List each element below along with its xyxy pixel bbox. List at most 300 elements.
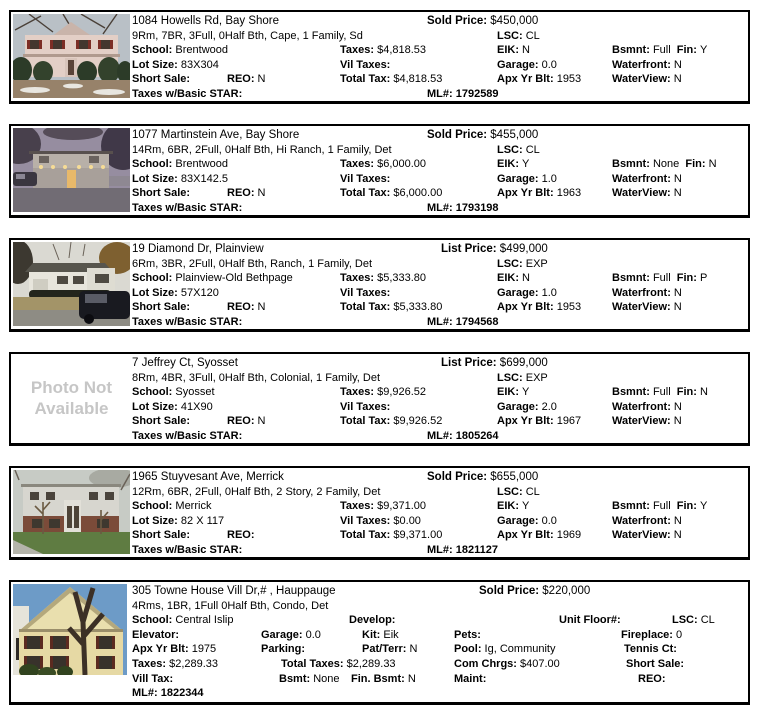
field-label: Taxes w/Basic STAR: [132,429,243,442]
field-pets [454,628,481,642]
field-label: Fin: [679,158,706,171]
field-label: REO: [227,415,255,428]
field-value: $0.00 [390,514,421,527]
listing-row [11,172,748,187]
listing-details [11,14,748,102]
field-specs [132,257,372,271]
field-bsmnt [612,157,717,171]
field-label: Lot Size: [132,172,178,185]
field-label: Taxes w/Basic STAR: [132,87,243,100]
field-label: Elevator: [132,628,180,641]
field-garage [261,628,321,642]
field-reo [227,72,266,86]
field-value: Eik [380,628,399,641]
field-value: N [670,301,682,314]
field-label: Waterfront: [612,58,671,71]
field-taxes [340,271,426,285]
field-value: 1084 Howells Rd, Bay Shore [132,15,280,27]
field-label: REO: [227,529,255,542]
field-value: 7 Jeffrey Ct, Syosset [132,357,238,369]
field-label: Taxes: [340,500,375,513]
field-vil-taxes [340,172,390,186]
field-lsc [497,29,540,43]
field-bsmnt [612,499,707,513]
field-value: N [519,272,530,285]
field-apx-yr-blt [132,642,216,656]
field-value: Y [696,500,708,513]
field-value: N [670,172,682,185]
field-value: Y [519,386,530,399]
field-label: REO: [227,187,255,200]
field-price [479,584,590,598]
field-address [132,584,336,598]
listing-details [11,470,748,558]
field-label: EIK: [497,44,519,57]
field-total-tax [340,186,442,200]
field-school [132,43,228,57]
field-label: Sold Price: [427,471,488,483]
field-label: Lot Size: [132,514,178,527]
field-specs [132,371,380,385]
field-value: N [254,415,266,428]
field-label: Apx Yr Blt: [497,529,554,542]
field-value: 0 [672,628,683,641]
field-star [132,543,242,557]
field-label: Total Tax: [340,529,391,542]
field-bsmnt [612,385,708,399]
field-label: Vil Taxes: [340,58,391,71]
field-com-chrgs [454,657,560,671]
field-value: 0.0 [538,58,557,71]
listing-row [11,485,748,500]
field-ml-number [427,543,498,557]
field-lsc [672,613,715,627]
field-specs [132,599,328,613]
field-star [132,201,242,215]
listing-row [11,14,748,29]
field-label: EIK: [497,386,519,399]
field-elevator [132,628,179,642]
field-value: 1077 Martinstein Ave, Bay Shore [132,129,300,141]
field-value: Full [649,386,671,399]
field-value: 1963 [553,187,582,200]
field-apx-yr-blt [497,414,581,428]
listing-details [11,356,748,444]
field-label: Garage: [497,286,539,299]
field-value: P [696,272,708,285]
listing-row [11,642,748,657]
field-label: ML#: 1822344 [132,687,204,700]
field-waterview [612,414,682,428]
listing-card-1077-martinstein [9,124,750,218]
field-label: Fin: [670,386,697,399]
field-school [132,499,211,513]
field-eik [497,271,530,285]
field-label: Vil Taxes: [340,400,391,413]
field-ml-number [427,87,499,101]
listing-row [11,300,748,315]
field-value: Y [519,158,530,171]
field-label: Com Chrgs: [454,657,517,670]
field-value: 1.0 [538,172,557,185]
field-value: Brentwood [172,158,228,171]
field-taxes [340,157,426,171]
field-value: $9,926.52 [374,386,427,399]
field-ml-number [427,429,499,443]
field-value: $9,371.00 [390,529,443,542]
listing-row [11,499,748,514]
field-school [132,157,228,171]
listing-row [11,628,748,643]
listing-card-1084-howells [9,10,750,104]
field-label: Bsmnt: [612,386,650,399]
field-apx-yr-blt [497,528,581,542]
listing-row [11,29,748,44]
field-label: Waterfront: [612,400,671,413]
field-label: Tennis Ct: [624,643,677,656]
field-total-tax [340,72,442,86]
field-label: Waterfront: [612,172,671,185]
field-label: Bsmnt: [612,44,650,57]
field-label: Garage: [497,514,539,527]
field-value: N [670,514,682,527]
field-school [132,271,293,285]
field-lot-size [132,400,213,414]
field-address [132,242,264,256]
field-label: Short Sale: [132,73,191,86]
field-taxes [340,385,426,399]
field-value: Full [649,44,671,57]
field-vill-tax [132,672,173,686]
field-label: Bsmnt: [612,500,650,513]
field-value: N [670,73,682,86]
field-value: N [404,672,416,685]
field-label: Vil Taxes: [340,286,391,299]
listing-row [11,201,748,216]
field-label: School: [132,500,173,513]
field-garage [497,58,557,72]
field-short-sale [132,72,190,86]
field-lsc [497,371,548,385]
field-school [132,613,233,627]
field-label: Fin: [670,272,697,285]
field-fireplace [621,628,682,642]
field-label: LSC: [497,371,523,384]
field-maint [454,672,486,686]
field-bsmt [279,672,340,686]
listing-details [11,584,748,701]
field-value: $9,926.52 [390,415,443,428]
field-label: Total Tax: [340,415,391,428]
field-label: Short Sale: [132,529,191,542]
listing-row [11,58,748,73]
photo-not-available-text: Photo Not Available [30,377,113,418]
field-waterview [612,300,682,314]
field-label: Taxes w/Basic STAR: [132,201,243,214]
field-value: Syosset [172,386,215,399]
field-label: Total Tax: [340,187,391,200]
field-label: REO: [227,73,255,86]
field-value: $699,000 [496,357,548,369]
field-value: N [519,44,530,57]
field-label: REO: [227,301,255,314]
field-reo [227,186,266,200]
listing-row [11,385,748,400]
field-label: LSC: [672,614,698,627]
field-label: Parking: [261,643,306,656]
field-value: $5,333.80 [374,272,427,285]
field-label: School: [132,614,173,627]
field-label: List Price: [441,243,497,255]
field-total-taxes [281,657,396,671]
listing-row [11,414,748,429]
field-value: 41X90 [177,400,213,413]
field-short-sale [626,657,684,671]
field-label: ML#: 1792589 [427,87,499,100]
field-label: Lot Size: [132,286,178,299]
field-value: None [649,158,680,171]
listing-row [11,613,748,628]
field-eik [497,157,529,171]
field-value: Brentwood [172,44,228,57]
field-value: $5,333.80 [390,301,443,314]
field-label: Garage: [497,400,539,413]
field-apx-yr-blt [497,186,581,200]
listing-row [11,371,748,386]
field-value: 9Rm, 7BR, 3Full, 0Half Bth, Cape, 1 Family, Sd [132,29,363,42]
field-value: 2.0 [538,400,557,413]
field-label: WaterView: [612,301,671,314]
field-label: Taxes: [340,272,375,285]
field-value: CL [522,143,540,156]
field-garage [497,172,557,186]
listing-details [11,242,748,330]
field-price [441,356,548,370]
field-value: $4,818.53 [390,73,443,86]
field-lot-size [132,514,224,528]
field-address [132,14,279,28]
listing-row [11,356,748,371]
field-value: $2,289.33 [166,657,219,670]
field-label: School: [132,272,173,285]
field-waterview [612,72,682,86]
field-label: Kit: [362,628,381,641]
field-value: Central Islip [172,614,234,627]
field-label: Short Sale: [132,187,191,200]
field-value: 305 Towne House Vill Dr,# , Hauppauge [132,585,336,597]
field-value: $9,371.00 [374,500,427,513]
field-specs [132,29,363,43]
field-label: Sold Price: [479,585,540,597]
field-develop [349,613,395,627]
field-value: Ig, Community [481,643,556,656]
field-vil-taxes [340,286,390,300]
listing-row [11,143,748,158]
field-label: Apx Yr Blt: [497,415,554,428]
field-label: Taxes: [340,44,375,57]
field-value: 1969 [553,529,582,542]
listing-row [11,470,748,485]
field-label: Bsmnt: [612,158,650,171]
field-label: Unit Floor#: [559,614,621,627]
field-reo [227,414,266,428]
field-value: Merrick [172,500,212,513]
listing-row [11,584,748,599]
field-eik [497,499,529,513]
listing-card-1965-stuyvesant [9,466,750,560]
field-vil-taxes [340,514,421,528]
field-label: School: [132,158,173,171]
field-label: WaterView: [612,187,671,200]
field-total-tax [340,414,442,428]
field-short-sale [132,528,190,542]
listing-row [11,528,748,543]
listing-row [11,543,748,558]
field-value: $6,000.00 [374,158,427,171]
field-label: Vil Taxes: [340,172,391,185]
listing-card-19-diamond [9,238,750,332]
field-label: LSC: [497,257,523,270]
field-value: Y [696,44,708,57]
field-label: Bsmnt: [612,272,650,285]
field-value: $455,000 [487,129,539,141]
field-value: N [670,58,682,71]
field-short-sale [132,186,190,200]
field-lsc [497,485,540,499]
field-value: Y [519,500,530,513]
field-value: N [670,400,682,413]
field-unit-floor [559,613,621,627]
field-label: Vil Taxes: [340,514,391,527]
listing-row [11,43,748,58]
field-label: Pool: [454,643,482,656]
field-star [132,87,242,101]
field-lot-size [132,286,219,300]
field-lsc [497,143,540,157]
field-label: Waterfront: [612,514,671,527]
field-waterview [612,528,682,542]
listing-row [11,400,748,415]
listing-row [11,315,748,330]
field-waterfront [612,514,682,528]
field-garage [497,286,557,300]
field-value: N [670,286,682,299]
field-value: 83X304 [177,58,219,71]
field-price [441,242,548,256]
listing-row [11,599,748,614]
field-value: 8Rm, 4BR, 3Full, 0Half Bth, Colonial, 1 Family, Det [132,371,380,384]
field-kit [362,628,399,642]
field-reo [638,672,666,686]
field-waterview [612,186,682,200]
field-label: Fin: [670,44,697,57]
field-value: 1967 [553,415,582,428]
field-price [427,14,538,28]
field-value: N [254,187,266,200]
field-label: Fin: [670,500,697,513]
field-label: Lot Size: [132,400,178,413]
field-value: CL [697,614,715,627]
field-pool [454,642,555,656]
field-value: N [254,301,266,314]
field-value: EXP [522,371,548,384]
field-ml-number [132,686,204,700]
field-reo [227,300,266,314]
field-value: N [696,386,708,399]
field-ml-number [427,315,499,329]
field-label: Bsmt: [279,672,311,685]
field-value: $2,289.33 [343,657,396,670]
field-label: Apx Yr Blt: [132,643,189,656]
field-pat-terr [362,642,417,656]
listing-row [11,87,748,102]
field-label: Fireplace: [621,628,673,641]
field-value: 19 Diamond Dr, Plainview [132,243,264,255]
field-label: Sold Price: [427,129,488,141]
field-label: Apx Yr Blt: [497,187,554,200]
field-label: WaterView: [612,73,671,86]
field-label: LSC: [497,485,523,498]
field-taxes [132,657,218,671]
field-value: $407.00 [516,657,560,670]
field-label: School: [132,386,173,399]
listing-card-305-towne-house [9,580,750,705]
field-value: CL [522,485,540,498]
field-value: Full [649,272,671,285]
field-value: N [406,643,418,656]
field-garage [497,400,557,414]
field-label: ML#: 1805264 [427,429,499,442]
field-waterfront [612,172,682,186]
field-value: 6Rm, 3BR, 2Full, 0Half Bth, Ranch, 1 Family, Det [132,257,373,270]
field-value: N [670,415,682,428]
field-value: None [310,672,340,685]
field-label: Apx Yr Blt: [497,73,554,86]
field-value: 83X142.5 [177,172,228,185]
field-eik [497,385,529,399]
listing-row [11,286,748,301]
listing-row [11,429,748,444]
field-value: 1953 [553,301,582,314]
listing-row [11,514,748,529]
field-label: Garage: [261,628,303,641]
field-price [427,128,538,142]
field-label: Taxes w/Basic STAR: [132,543,243,556]
field-total-tax [340,300,442,314]
listing-details [11,128,748,216]
field-value: N [254,73,266,86]
field-label: Short Sale: [132,415,191,428]
field-reo [227,528,255,542]
field-value: $655,000 [487,471,539,483]
field-vil-taxes [340,400,390,414]
field-value: Full [649,500,671,513]
field-specs [132,143,392,157]
field-value: 4Rms, 1BR, 1Full 0Half Bth, Condo, Det [132,599,329,612]
field-label: EIK: [497,500,519,513]
field-bsmnt [612,43,707,57]
field-label: Garage: [497,58,539,71]
field-value: $220,000 [539,585,591,597]
field-label: List Price: [441,357,497,369]
field-label: Garage: [497,172,539,185]
field-label: Taxes: [340,386,375,399]
field-label: ML#: 1794568 [427,315,499,328]
listing-card-7-jeffrey [9,352,750,446]
field-address [132,470,284,484]
field-bsmnt [612,271,707,285]
field-label: Waterfront: [612,286,671,299]
